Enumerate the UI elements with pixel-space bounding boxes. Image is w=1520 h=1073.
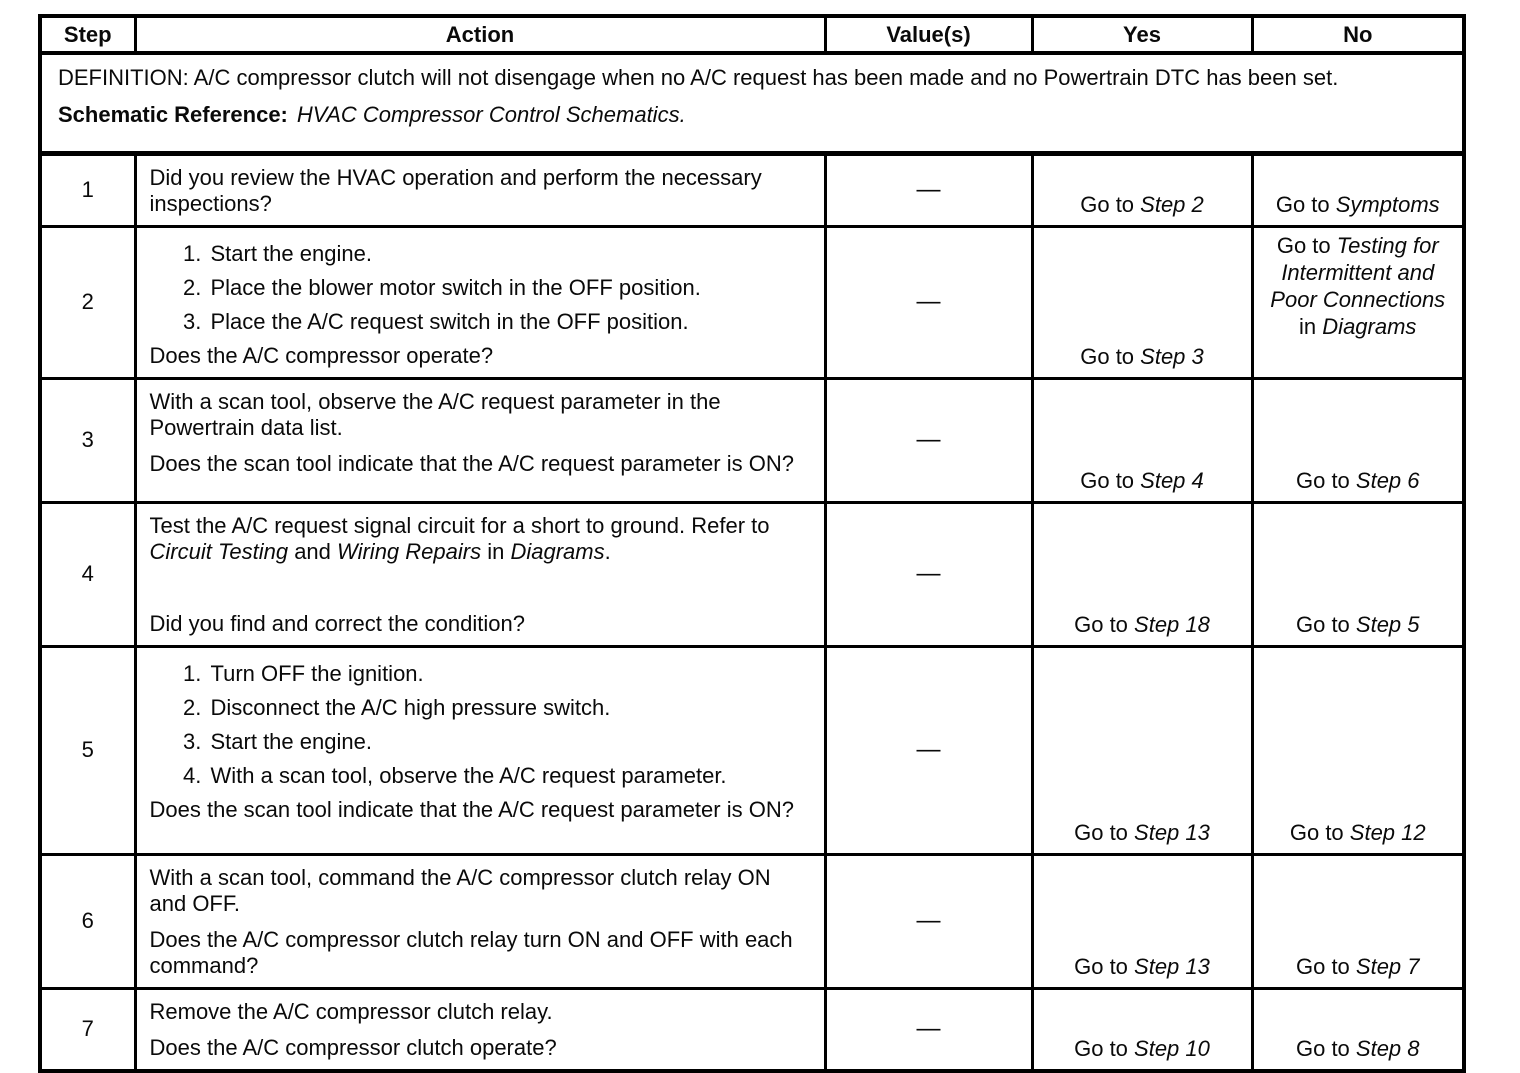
action-list-item: 1. Start the engine. xyxy=(208,241,812,267)
italic-text: Step 10 xyxy=(1134,1035,1210,1061)
step-row-2 xyxy=(40,226,1464,378)
step-row-1 xyxy=(40,153,1464,226)
plain-text: Go to xyxy=(1080,191,1141,217)
no-instruction xyxy=(1296,612,1420,637)
action-numbered-list xyxy=(150,661,812,789)
yes-cell xyxy=(1032,226,1252,378)
plain-text: Go to xyxy=(1295,1035,1356,1061)
header-values: Value(s) xyxy=(825,16,1032,53)
plain-text: Go to xyxy=(1074,953,1135,979)
italic-text: Symptoms xyxy=(1335,191,1440,217)
action-paragraph: Does the A/C compressor clutch operate? xyxy=(149,1034,557,1060)
action-cell xyxy=(135,378,825,502)
header-action: Action xyxy=(135,16,825,53)
italic-text: Step 12 xyxy=(1349,819,1426,845)
action-paragraph: Does the A/C compressor clutch relay turn ON and OFF with each command? xyxy=(149,926,793,978)
schematic-reference-title: HVAC Compressor Control Schematics. xyxy=(296,102,686,127)
definition-cell xyxy=(40,53,1464,153)
italic-text: Step 18 xyxy=(1134,611,1210,637)
plain-text: Go to xyxy=(1080,467,1141,493)
italic-text: Step 13 xyxy=(1134,953,1210,979)
action-list-item: 3. Start the engine. xyxy=(208,729,812,755)
value-cell: — xyxy=(825,646,1032,854)
step-number: 4 xyxy=(40,502,135,646)
plain-text: Go to xyxy=(1276,232,1337,258)
action-cell xyxy=(135,226,825,378)
italic-text: Step 3 xyxy=(1140,343,1204,369)
table-body xyxy=(40,53,1464,1071)
definition-row xyxy=(40,53,1464,153)
value-cell: — xyxy=(825,502,1032,646)
italic-text: Testing for Intermittent and Poor Connections xyxy=(1270,232,1446,312)
value-cell: — xyxy=(825,226,1032,378)
action-paragraph: Did you find and correct the condition? xyxy=(149,610,525,636)
value-cell: — xyxy=(825,153,1032,226)
action-cell xyxy=(135,646,825,854)
value-cell: — xyxy=(825,988,1032,1071)
italic-text: Step 8 xyxy=(1355,1035,1420,1061)
header-no: No xyxy=(1252,16,1464,53)
yes-instruction xyxy=(1074,954,1210,979)
plain-text: in xyxy=(1299,313,1323,339)
step-number: 1 xyxy=(40,153,135,226)
action-paragraph: Does the scan tool indicate that the A/C request parameter is ON? xyxy=(149,796,794,822)
schematic-reference-label: Schematic Reference: xyxy=(58,102,288,127)
plain-text: Go to xyxy=(1074,819,1135,845)
yes-instruction xyxy=(1080,344,1204,369)
plain-text: Go to xyxy=(1074,611,1135,637)
no-instruction xyxy=(1296,1036,1420,1061)
action-paragraph: Does the A/C compressor operate? xyxy=(149,342,494,368)
action-paragraph: Remove the A/C compressor clutch relay. xyxy=(149,998,553,1024)
plain-text: Go to xyxy=(1289,819,1350,845)
action-cell xyxy=(135,153,825,226)
plain-text: . xyxy=(604,538,611,564)
action-paragraph: With a scan tool, command the A/C compressor clutch relay ON and OFF. xyxy=(149,864,771,916)
no-cell xyxy=(1252,988,1464,1071)
no-cell xyxy=(1252,226,1464,378)
plain-text: Test the A/C request signal circuit for a short to ground. Refer to xyxy=(149,512,770,538)
diagnostic-table xyxy=(38,14,1466,1073)
step-number: 7 xyxy=(40,988,135,1071)
no-instruction xyxy=(1290,820,1426,845)
yes-cell xyxy=(1032,502,1252,646)
yes-cell xyxy=(1032,854,1252,988)
action-list-item: 4. With a scan tool, observe the A/C request parameter. xyxy=(208,763,812,789)
action-cell xyxy=(135,988,825,1071)
no-cell xyxy=(1252,854,1464,988)
yes-cell xyxy=(1032,646,1252,854)
step-number: 2 xyxy=(40,226,135,378)
italic-text: Step 4 xyxy=(1140,467,1204,493)
step-number: 5 xyxy=(40,646,135,854)
plain-text: Go to xyxy=(1275,191,1336,217)
header-yes: Yes xyxy=(1032,16,1252,53)
step-number: 6 xyxy=(40,854,135,988)
italic-text: Diagrams xyxy=(1322,313,1417,339)
no-instruction xyxy=(1270,233,1445,339)
yes-cell xyxy=(1032,153,1252,226)
plain-text: Go to xyxy=(1080,343,1141,369)
no-instruction xyxy=(1296,468,1420,493)
step-row-7 xyxy=(40,988,1464,1071)
italic-text: Step 2 xyxy=(1140,191,1204,217)
action-cell xyxy=(135,502,825,646)
plain-text: Go to xyxy=(1074,1035,1135,1061)
action-paragraph: Does the scan tool indicate that the A/C request parameter is ON? xyxy=(149,450,794,476)
plain-text: Go to xyxy=(1295,953,1356,979)
yes-instruction xyxy=(1074,820,1210,845)
no-instruction xyxy=(1276,192,1440,217)
no-cell xyxy=(1252,153,1464,226)
step-row-4 xyxy=(40,502,1464,646)
yes-cell xyxy=(1032,988,1252,1071)
yes-instruction xyxy=(1080,468,1204,493)
schematic-reference xyxy=(58,102,1446,128)
no-cell xyxy=(1252,646,1464,854)
yes-instruction xyxy=(1080,192,1204,217)
action-paragraph: With a scan tool, observe the A/C request parameter in the Powertrain data list. xyxy=(149,388,721,440)
no-instruction xyxy=(1296,954,1420,979)
action-paragraph xyxy=(150,513,812,565)
header-step: Step xyxy=(40,16,135,53)
action-cell xyxy=(135,854,825,988)
definition-text: DEFINITION: A/C compressor clutch will not disengage when no A/C request has been made and no Powertrain DTC has been set. xyxy=(58,65,1339,90)
yes-instruction xyxy=(1074,612,1210,637)
plain-text: Go to xyxy=(1295,467,1356,493)
no-cell xyxy=(1252,502,1464,646)
italic-text: Step 5 xyxy=(1355,611,1420,637)
plain-text: in xyxy=(481,538,511,564)
plain-text: and xyxy=(288,538,338,564)
no-cell xyxy=(1252,378,1464,502)
action-list-item: 2. Place the blower motor switch in the OFF position. xyxy=(208,275,812,301)
yes-instruction xyxy=(1074,1036,1210,1061)
action-paragraph: Did you review the HVAC operation and perform the necessary inspections? xyxy=(149,164,762,216)
italic-text: Step 7 xyxy=(1355,953,1420,979)
step-row-6 xyxy=(40,854,1464,988)
yes-cell xyxy=(1032,378,1252,502)
action-list-item: 2. Disconnect the A/C high pressure switch. xyxy=(208,695,812,721)
italic-text: Step 13 xyxy=(1134,819,1210,845)
action-list-item: 1. Turn OFF the ignition. xyxy=(208,661,812,687)
italic-text: Diagrams xyxy=(510,538,605,564)
step-number: 3 xyxy=(40,378,135,502)
header-row xyxy=(40,16,1464,53)
value-cell: — xyxy=(825,854,1032,988)
value-cell: — xyxy=(825,378,1032,502)
step-row-3 xyxy=(40,378,1464,502)
step-row-5 xyxy=(40,646,1464,854)
italic-text: Step 6 xyxy=(1355,467,1420,493)
action-numbered-list xyxy=(150,241,812,335)
italic-text: Circuit Testing xyxy=(149,538,289,564)
italic-text: Wiring Repairs xyxy=(337,538,482,564)
plain-text: Go to xyxy=(1295,611,1356,637)
action-list-item: 3. Place the A/C request switch in the OFF position. xyxy=(208,309,812,335)
